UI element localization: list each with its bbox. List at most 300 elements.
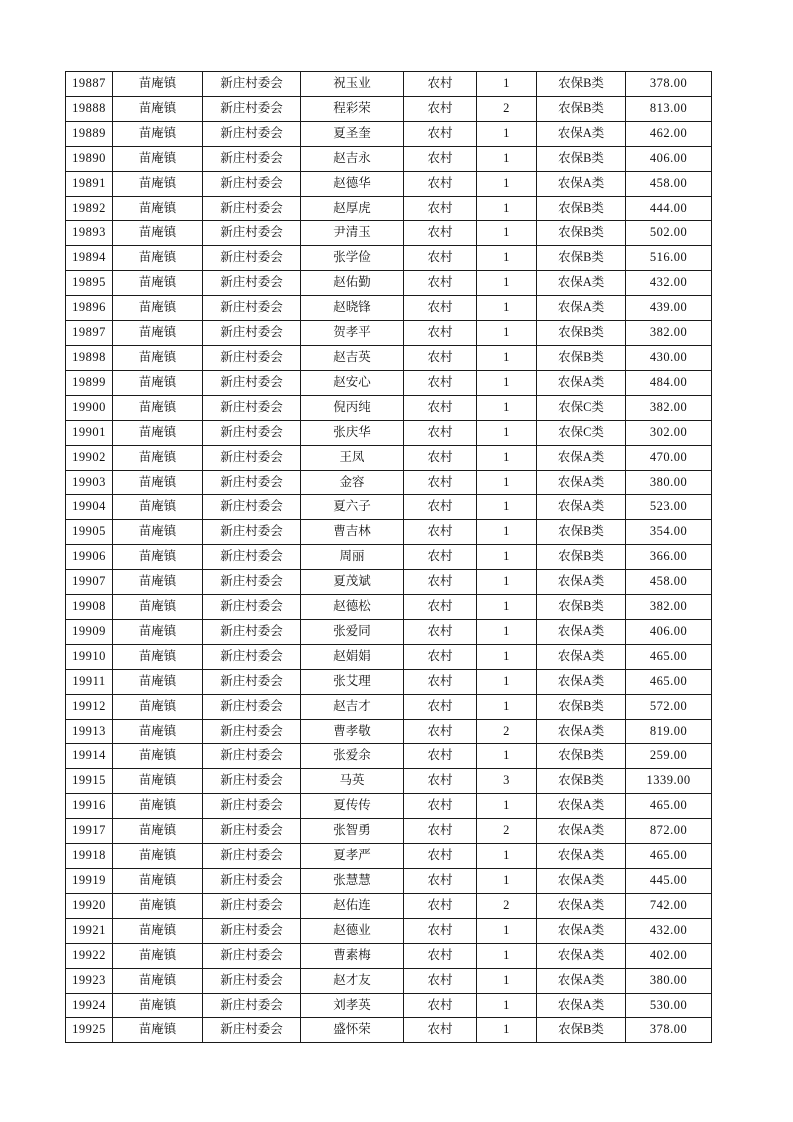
cell-residence: 农村 [404,121,477,146]
cell-amount: 382.00 [626,321,712,346]
table-row [66,221,712,246]
cell-amount: 1339.00 [626,769,712,794]
cell-town: 苗庵镇 [113,719,203,744]
cell-count: 1 [477,794,537,819]
table-row [66,869,712,894]
cell-id: 19913 [66,719,113,744]
table-row [66,819,712,844]
cell-residence: 农村 [404,395,477,420]
cell-residence: 农村 [404,644,477,669]
cell-id: 19906 [66,545,113,570]
cell-town: 苗庵镇 [113,470,203,495]
cell-residence: 农村 [404,869,477,894]
cell-amount: 432.00 [626,918,712,943]
table-row [66,545,712,570]
cell-count: 1 [477,445,537,470]
cell-id: 19911 [66,669,113,694]
cell-residence: 农村 [404,769,477,794]
cell-town: 苗庵镇 [113,893,203,918]
cell-town: 苗庵镇 [113,221,203,246]
cell-amount: 484.00 [626,370,712,395]
cell-count: 1 [477,918,537,943]
cell-residence: 农村 [404,196,477,221]
cell-village: 新庄村委会 [203,943,301,968]
cell-village: 新庄村委会 [203,595,301,620]
cell-id: 19909 [66,619,113,644]
cell-town: 苗庵镇 [113,96,203,121]
cell-count: 1 [477,196,537,221]
cell-amount: 872.00 [626,819,712,844]
table-row [66,968,712,993]
cell-category: 农保B类 [537,221,626,246]
table-row [66,370,712,395]
cell-village: 新庄村委会 [203,470,301,495]
cell-category: 农保A类 [537,271,626,296]
cell-amount: 378.00 [626,1018,712,1043]
cell-count: 1 [477,869,537,894]
cell-count: 1 [477,644,537,669]
cell-residence: 农村 [404,694,477,719]
cell-residence: 农村 [404,470,477,495]
cell-village: 新庄村委会 [203,570,301,595]
cell-id: 19893 [66,221,113,246]
cell-category: 农保C类 [537,420,626,445]
table-body [66,72,712,1043]
cell-village: 新庄村委会 [203,370,301,395]
cell-amount: 819.00 [626,719,712,744]
cell-category: 农保B类 [537,1018,626,1043]
cell-village: 新庄村委会 [203,819,301,844]
table-row [66,72,712,97]
cell-category: 农保A类 [537,869,626,894]
cell-residence: 农村 [404,495,477,520]
cell-residence: 农村 [404,221,477,246]
cell-id: 19925 [66,1018,113,1043]
cell-town: 苗庵镇 [113,121,203,146]
cell-count: 1 [477,943,537,968]
cell-village: 新庄村委会 [203,694,301,719]
cell-count: 1 [477,395,537,420]
cell-id: 19890 [66,146,113,171]
cell-town: 苗庵镇 [113,72,203,97]
table-row [66,271,712,296]
cell-village: 新庄村委会 [203,345,301,370]
cell-name: 张庆华 [301,420,404,445]
cell-id: 19896 [66,296,113,321]
cell-count: 1 [477,246,537,271]
cell-residence: 农村 [404,819,477,844]
cell-category: 农保A类 [537,296,626,321]
cell-residence: 农村 [404,545,477,570]
cell-id: 19908 [66,595,113,620]
cell-residence: 农村 [404,993,477,1018]
cell-amount: 742.00 [626,893,712,918]
cell-amount: 378.00 [626,72,712,97]
cell-residence: 农村 [404,72,477,97]
cell-id: 19892 [66,196,113,221]
cell-amount: 465.00 [626,794,712,819]
cell-id: 19899 [66,370,113,395]
cell-id: 19905 [66,520,113,545]
cell-residence: 农村 [404,1018,477,1043]
cell-village: 新庄村委会 [203,72,301,97]
cell-category: 农保A类 [537,445,626,470]
cell-amount: 465.00 [626,844,712,869]
cell-town: 苗庵镇 [113,869,203,894]
cell-count: 1 [477,619,537,644]
cell-residence: 农村 [404,943,477,968]
cell-amount: 406.00 [626,619,712,644]
cell-name: 夏圣奎 [301,121,404,146]
cell-name: 马英 [301,769,404,794]
cell-category: 农保A类 [537,719,626,744]
cell-id: 19898 [66,345,113,370]
cell-village: 新庄村委会 [203,644,301,669]
cell-village: 新庄村委会 [203,445,301,470]
cell-count: 1 [477,744,537,769]
cell-name: 刘孝英 [301,993,404,1018]
cell-count: 1 [477,694,537,719]
table-row [66,196,712,221]
cell-town: 苗庵镇 [113,619,203,644]
cell-name: 夏孝严 [301,844,404,869]
cell-count: 1 [477,146,537,171]
cell-category: 农保B类 [537,196,626,221]
cell-amount: 465.00 [626,644,712,669]
cell-count: 1 [477,370,537,395]
cell-village: 新庄村委会 [203,968,301,993]
cell-village: 新庄村委会 [203,395,301,420]
cell-town: 苗庵镇 [113,321,203,346]
cell-count: 1 [477,669,537,694]
cell-id: 19912 [66,694,113,719]
cell-residence: 农村 [404,619,477,644]
table-row [66,694,712,719]
cell-amount: 259.00 [626,744,712,769]
cell-name: 张艾理 [301,669,404,694]
cell-town: 苗庵镇 [113,595,203,620]
cell-category: 农保A类 [537,968,626,993]
table-row [66,844,712,869]
cell-town: 苗庵镇 [113,445,203,470]
cell-category: 农保B类 [537,694,626,719]
cell-town: 苗庵镇 [113,1018,203,1043]
cell-village: 新庄村委会 [203,146,301,171]
cell-category: 农保A类 [537,819,626,844]
cell-count: 2 [477,893,537,918]
cell-name: 盛怀荣 [301,1018,404,1043]
cell-town: 苗庵镇 [113,819,203,844]
cell-village: 新庄村委会 [203,993,301,1018]
cell-town: 苗庵镇 [113,171,203,196]
cell-category: 农保A类 [537,644,626,669]
cell-category: 农保A类 [537,570,626,595]
cell-category: 农保B类 [537,96,626,121]
cell-town: 苗庵镇 [113,993,203,1018]
cell-name: 金容 [301,470,404,495]
cell-town: 苗庵镇 [113,943,203,968]
cell-id: 19923 [66,968,113,993]
cell-town: 苗庵镇 [113,545,203,570]
cell-count: 1 [477,595,537,620]
cell-amount: 458.00 [626,171,712,196]
cell-name: 赵佑连 [301,893,404,918]
cell-category: 农保A类 [537,794,626,819]
cell-category: 农保A类 [537,918,626,943]
cell-id: 19924 [66,993,113,1018]
cell-village: 新庄村委会 [203,1018,301,1043]
table-row [66,769,712,794]
cell-village: 新庄村委会 [203,769,301,794]
cell-amount: 530.00 [626,993,712,1018]
cell-amount: 302.00 [626,420,712,445]
cell-category: 农保A类 [537,943,626,968]
cell-id: 19887 [66,72,113,97]
benefit-table [65,71,712,1043]
cell-village: 新庄村委会 [203,669,301,694]
cell-amount: 458.00 [626,570,712,595]
cell-id: 19920 [66,893,113,918]
cell-town: 苗庵镇 [113,146,203,171]
table-row [66,121,712,146]
cell-count: 1 [477,171,537,196]
cell-amount: 382.00 [626,395,712,420]
cell-category: 农保A类 [537,370,626,395]
cell-town: 苗庵镇 [113,296,203,321]
cell-residence: 农村 [404,844,477,869]
cell-name: 张慧慧 [301,869,404,894]
cell-town: 苗庵镇 [113,570,203,595]
table-row [66,246,712,271]
cell-id: 19922 [66,943,113,968]
cell-count: 1 [477,420,537,445]
cell-count: 1 [477,570,537,595]
cell-amount: 445.00 [626,869,712,894]
table-row [66,993,712,1018]
table-row [66,146,712,171]
cell-residence: 农村 [404,968,477,993]
cell-residence: 农村 [404,370,477,395]
cell-town: 苗庵镇 [113,345,203,370]
cell-village: 新庄村委会 [203,719,301,744]
cell-residence: 农村 [404,271,477,296]
cell-residence: 农村 [404,744,477,769]
cell-count: 1 [477,221,537,246]
cell-town: 苗庵镇 [113,420,203,445]
cell-town: 苗庵镇 [113,918,203,943]
cell-village: 新庄村委会 [203,495,301,520]
cell-name: 周丽 [301,545,404,570]
table-row [66,445,712,470]
cell-id: 19901 [66,420,113,445]
cell-id: 19916 [66,794,113,819]
cell-category: 农保A类 [537,893,626,918]
cell-residence: 农村 [404,719,477,744]
cell-amount: 366.00 [626,545,712,570]
cell-count: 3 [477,769,537,794]
cell-category: 农保B类 [537,246,626,271]
cell-village: 新庄村委会 [203,420,301,445]
cell-amount: 465.00 [626,669,712,694]
cell-count: 1 [477,72,537,97]
cell-village: 新庄村委会 [203,196,301,221]
cell-category: 农保B类 [537,146,626,171]
table-row [66,520,712,545]
cell-name: 祝玉业 [301,72,404,97]
cell-id: 19919 [66,869,113,894]
cell-count: 1 [477,545,537,570]
cell-village: 新庄村委会 [203,296,301,321]
cell-town: 苗庵镇 [113,495,203,520]
table-row [66,893,712,918]
table-row [66,719,712,744]
cell-id: 19895 [66,271,113,296]
cell-town: 苗庵镇 [113,694,203,719]
cell-count: 2 [477,96,537,121]
cell-name: 夏茂斌 [301,570,404,595]
cell-name: 曹吉林 [301,520,404,545]
cell-id: 19894 [66,246,113,271]
cell-count: 1 [477,271,537,296]
cell-residence: 农村 [404,918,477,943]
cell-count: 2 [477,819,537,844]
cell-category: 农保B类 [537,769,626,794]
cell-category: 农保C类 [537,395,626,420]
cell-residence: 农村 [404,794,477,819]
cell-id: 19904 [66,495,113,520]
cell-name: 赵吉英 [301,345,404,370]
cell-residence: 农村 [404,595,477,620]
cell-name: 赵安心 [301,370,404,395]
cell-name: 程彩荣 [301,96,404,121]
cell-category: 农保B类 [537,72,626,97]
cell-name: 贺孝平 [301,321,404,346]
cell-id: 19907 [66,570,113,595]
cell-id: 19918 [66,844,113,869]
cell-town: 苗庵镇 [113,794,203,819]
cell-village: 新庄村委会 [203,271,301,296]
cell-village: 新庄村委会 [203,246,301,271]
cell-count: 1 [477,968,537,993]
cell-amount: 382.00 [626,595,712,620]
cell-residence: 农村 [404,893,477,918]
cell-id: 19914 [66,744,113,769]
cell-category: 农保A类 [537,470,626,495]
cell-category: 农保A类 [537,171,626,196]
cell-residence: 农村 [404,246,477,271]
cell-amount: 444.00 [626,196,712,221]
cell-count: 1 [477,121,537,146]
cell-residence: 农村 [404,570,477,595]
cell-residence: 农村 [404,445,477,470]
cell-village: 新庄村委会 [203,794,301,819]
cell-town: 苗庵镇 [113,246,203,271]
cell-name: 曹孝敬 [301,719,404,744]
cell-id: 19915 [66,769,113,794]
cell-name: 倪丙纯 [301,395,404,420]
cell-town: 苗庵镇 [113,395,203,420]
table-row [66,395,712,420]
table-row [66,943,712,968]
cell-name: 曹素梅 [301,943,404,968]
cell-id: 19903 [66,470,113,495]
cell-name: 赵德华 [301,171,404,196]
cell-amount: 354.00 [626,520,712,545]
cell-amount: 572.00 [626,694,712,719]
cell-amount: 402.00 [626,943,712,968]
cell-count: 1 [477,844,537,869]
cell-category: 农保A类 [537,669,626,694]
cell-name: 尹清玉 [301,221,404,246]
cell-count: 1 [477,345,537,370]
cell-village: 新庄村委会 [203,844,301,869]
table-row [66,570,712,595]
cell-amount: 430.00 [626,345,712,370]
cell-name: 夏六子 [301,495,404,520]
cell-count: 1 [477,520,537,545]
cell-village: 新庄村委会 [203,918,301,943]
cell-amount: 470.00 [626,445,712,470]
cell-category: 农保A类 [537,495,626,520]
cell-id: 19902 [66,445,113,470]
cell-residence: 农村 [404,669,477,694]
table-row [66,495,712,520]
table-container [65,71,711,1043]
cell-residence: 农村 [404,420,477,445]
cell-village: 新庄村委会 [203,869,301,894]
table-row [66,669,712,694]
cell-amount: 516.00 [626,246,712,271]
table-row [66,744,712,769]
table-row [66,619,712,644]
cell-village: 新庄村委会 [203,221,301,246]
cell-name: 张爱同 [301,619,404,644]
cell-category: 农保A类 [537,121,626,146]
cell-count: 1 [477,1018,537,1043]
cell-village: 新庄村委会 [203,321,301,346]
cell-count: 1 [477,470,537,495]
cell-category: 农保A类 [537,993,626,1018]
cell-residence: 农村 [404,171,477,196]
cell-id: 19917 [66,819,113,844]
cell-amount: 406.00 [626,146,712,171]
cell-count: 1 [477,296,537,321]
table-row [66,345,712,370]
cell-town: 苗庵镇 [113,669,203,694]
cell-name: 夏传传 [301,794,404,819]
cell-id: 19889 [66,121,113,146]
table-row [66,470,712,495]
cell-category: 农保B类 [537,520,626,545]
table-row [66,171,712,196]
cell-residence: 农村 [404,345,477,370]
cell-category: 农保A类 [537,619,626,644]
table-row [66,296,712,321]
cell-town: 苗庵镇 [113,844,203,869]
cell-id: 19921 [66,918,113,943]
cell-name: 赵德业 [301,918,404,943]
cell-village: 新庄村委会 [203,96,301,121]
cell-category: 农保B类 [537,345,626,370]
cell-village: 新庄村委会 [203,545,301,570]
cell-count: 1 [477,495,537,520]
cell-residence: 农村 [404,321,477,346]
cell-town: 苗庵镇 [113,644,203,669]
cell-town: 苗庵镇 [113,744,203,769]
cell-amount: 432.00 [626,271,712,296]
cell-amount: 502.00 [626,221,712,246]
cell-name: 张智勇 [301,819,404,844]
